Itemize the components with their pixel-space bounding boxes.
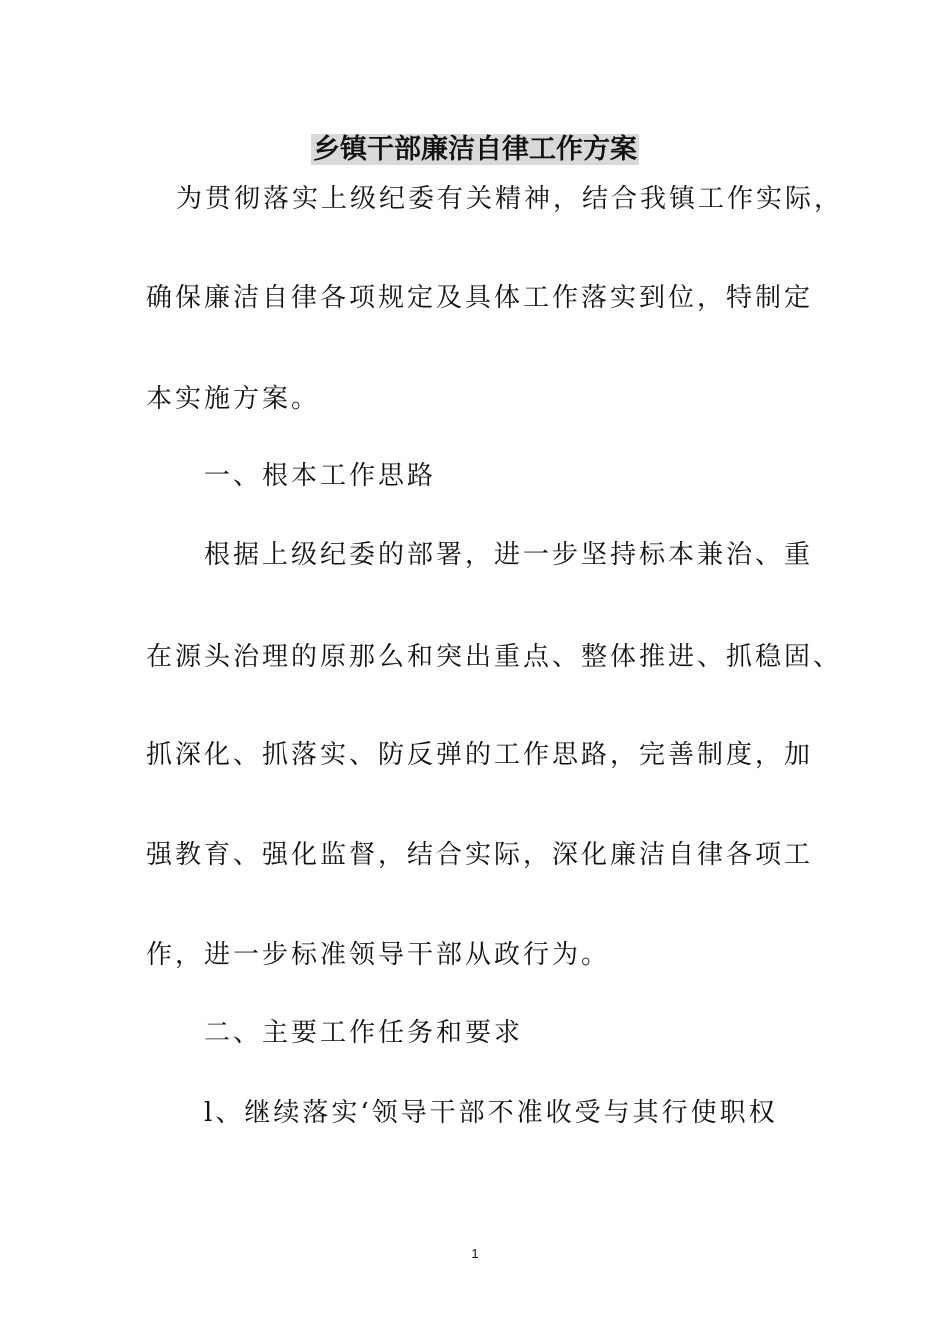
paragraph-line: 强教育、强化监督，结合实际，深化廉洁自律各项工 xyxy=(146,840,814,870)
paragraph-line: 抓深化、抓落实、防反弹的工作思路，完善制度，加 xyxy=(146,740,814,770)
paragraph-line: 作，进一步标准领导干部从政行为。 xyxy=(146,940,611,970)
document-title: 乡镇干部廉洁自律工作方案 xyxy=(313,134,637,165)
paragraph-line: l、继续落实‘领导干部不准收受与其行使职权 xyxy=(204,1098,778,1128)
paragraph-line: 确保廉洁自律各项规定及具体工作落实到位，特制定 xyxy=(146,283,814,313)
paragraph-line: 在源头治理的原那么和突出重点、整体推进、抓稳固、 xyxy=(146,642,843,672)
paragraph-line: 本实施方案。 xyxy=(146,384,321,414)
section-heading: 一、根本工作思路 xyxy=(204,461,437,491)
section-heading: 二、主要工作任务和要求 xyxy=(204,1018,524,1048)
page-number: 1 xyxy=(471,1246,479,1261)
paragraph-line: 为贯彻落实上级纪委有关精神，结合我镇工作实际， xyxy=(176,184,844,214)
paragraph-line: 根据上级纪委的部署，进一步坚持标本兼治、重 xyxy=(204,540,814,570)
